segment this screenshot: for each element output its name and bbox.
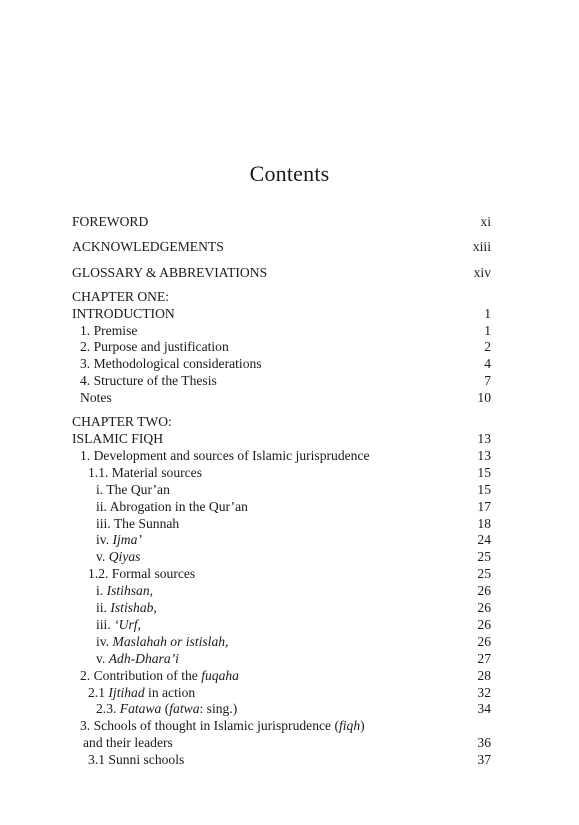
toc-entry — [72, 448, 491, 465]
toc-label: CHAPTER TWO: — [72, 414, 172, 430]
toc-label: 1. Premise — [80, 322, 138, 338]
toc-label: ii. Abrogation in the Qur’an — [96, 498, 248, 514]
toc-label — [80, 718, 365, 735]
toc-label: FOREWORD — [72, 214, 149, 229]
toc-label — [96, 651, 179, 668]
toc-label: GLOSSARY & ABBREVIATIONS — [72, 264, 268, 280]
toc-label: 1.1. Material sources — [88, 464, 203, 480]
label-suffix: ) — [360, 718, 365, 734]
label-prefix: v. — [96, 549, 109, 565]
toc-label — [96, 600, 157, 617]
toc-page-number: 25 — [477, 549, 491, 565]
toc-page-number: 32 — [477, 684, 491, 700]
toc-label: and their leaders — [83, 735, 173, 751]
toc-label — [96, 634, 228, 651]
toc-entry — [72, 651, 491, 668]
label-prefix: 3. Schools of thought in Islamic jurisprudence ( — [80, 718, 339, 734]
label-prefix: iv. — [96, 532, 113, 548]
toc-entry — [72, 718, 491, 735]
toc-page-number: 37 — [477, 752, 491, 768]
toc-entry — [72, 482, 491, 499]
label-italic: Fatawa — [119, 701, 162, 717]
toc-label: 2. Purpose and justification — [80, 339, 229, 355]
label-italic: fatwa — [169, 701, 200, 717]
toc-page-number: 10 — [477, 390, 491, 406]
toc-entry-foreword — [72, 214, 491, 231]
toc-page-number: 28 — [477, 667, 491, 683]
toc-page-number: 25 — [477, 566, 491, 582]
label-italic: fiqh — [339, 718, 361, 734]
toc-label: 3.1 Sunni schools — [88, 752, 185, 768]
toc-entry — [72, 701, 491, 718]
toc-chapter-heading — [72, 289, 491, 306]
toc-label: 3. Methodological considerations — [80, 356, 262, 372]
toc-entry — [72, 499, 491, 516]
label-italic: fuqaha — [201, 667, 239, 683]
toc-label: 4. Structure of the Thesis — [80, 373, 217, 389]
label-prefix: v. — [96, 650, 109, 666]
toc-entry — [72, 752, 491, 769]
toc-entry-acknowledgements — [72, 239, 491, 256]
toc-page-number: 26 — [477, 583, 491, 599]
toc-entry — [72, 532, 491, 549]
page-title: Contents — [249, 161, 330, 186]
label-italic: Istishab, — [110, 600, 157, 616]
label-italic: Maslahah — [112, 633, 167, 649]
toc-page-number: 18 — [477, 515, 491, 531]
toc-label: CHAPTER ONE: — [72, 288, 170, 304]
toc-entry — [72, 431, 491, 448]
toc-page-number: 27 — [477, 650, 491, 666]
toc-label — [88, 685, 195, 702]
toc-entry — [72, 685, 491, 702]
toc-page-number: xi — [480, 214, 491, 229]
toc-entry — [72, 566, 491, 583]
toc-label — [96, 549, 140, 566]
toc-label: ISLAMIC FIQH — [72, 430, 164, 446]
toc-page-number: 36 — [477, 735, 491, 751]
toc-page-number: 13 — [477, 430, 491, 446]
toc-page-number: 1 — [484, 322, 491, 338]
toc-label: Notes — [80, 390, 112, 406]
toc-page-number: 7 — [484, 373, 491, 389]
label-suffix: ( — [161, 701, 170, 717]
toc-label — [96, 583, 153, 600]
toc-page-number: xiv — [473, 264, 491, 280]
label-italic: ‘Urf, — [114, 616, 141, 632]
toc-label — [96, 532, 142, 549]
toc-entry — [72, 634, 491, 651]
label-prefix: ii. — [96, 600, 111, 616]
toc-label — [96, 617, 141, 634]
toc-page-number: 15 — [477, 481, 491, 497]
toc-entry — [72, 390, 491, 407]
toc-entry — [72, 465, 491, 482]
label-italic: Qiyas — [108, 549, 141, 565]
toc-entry — [72, 600, 491, 617]
label-prefix: 2. Contribution of the — [80, 667, 202, 683]
toc-entry — [72, 617, 491, 634]
toc-page-number: 17 — [477, 498, 491, 514]
toc-page-number: xiii — [472, 239, 491, 255]
label-prefix: 2.3. — [96, 701, 120, 717]
toc-label: INTRODUCTION — [72, 305, 175, 321]
toc-page-number: 26 — [477, 616, 491, 632]
label-prefix: iii. — [96, 616, 115, 632]
toc-label: ACKNOWLEDGEMENTS — [72, 239, 224, 255]
toc-page-number: 34 — [477, 701, 491, 717]
toc-entry — [72, 668, 491, 685]
toc-page-number: 26 — [477, 600, 491, 616]
toc-page-number: 4 — [484, 356, 491, 372]
label-prefix: iv. — [96, 633, 113, 649]
toc-chapter-heading — [72, 414, 491, 431]
toc-entry — [72, 373, 491, 390]
label-italic: Ijma’ — [112, 532, 142, 548]
label-italic: Istihsan, — [106, 583, 154, 599]
label-suffix: in action — [144, 684, 196, 700]
label-prefix: i. — [96, 583, 107, 599]
label-suffix: : sing.) — [199, 701, 238, 717]
label-italic: Ijtihad — [108, 684, 145, 700]
toc-label: i. The Qur’an — [96, 481, 170, 497]
toc-entry — [72, 356, 491, 373]
toc-entry — [72, 339, 491, 356]
toc-page-number: 24 — [477, 532, 491, 548]
toc-label: iii. The Sunnah — [96, 515, 180, 531]
label-suffix: or istislah, — [166, 633, 229, 649]
toc-entry — [72, 516, 491, 533]
toc-entry — [72, 323, 491, 340]
toc-entry — [72, 306, 491, 323]
toc-label: 1. Development and sources of Islamic jurisprudence — [80, 447, 370, 463]
toc-page-number: 15 — [477, 464, 491, 480]
toc-entry — [72, 735, 491, 752]
toc-page-number: 1 — [484, 305, 491, 321]
toc-page-number: 13 — [477, 447, 491, 463]
table-of-contents — [72, 214, 491, 769]
toc-label — [80, 668, 239, 685]
toc-entry — [72, 583, 491, 600]
toc-label: 1.2. Formal sources — [88, 566, 196, 582]
label-prefix: 2.1 — [88, 684, 109, 700]
toc-entry-glossary — [72, 265, 491, 282]
toc-page-number: 26 — [477, 633, 491, 649]
toc-label — [96, 701, 237, 718]
toc-entry — [72, 549, 491, 566]
label-italic: Adh-Dhara’i — [108, 650, 179, 666]
toc-page-number: 2 — [484, 339, 491, 355]
